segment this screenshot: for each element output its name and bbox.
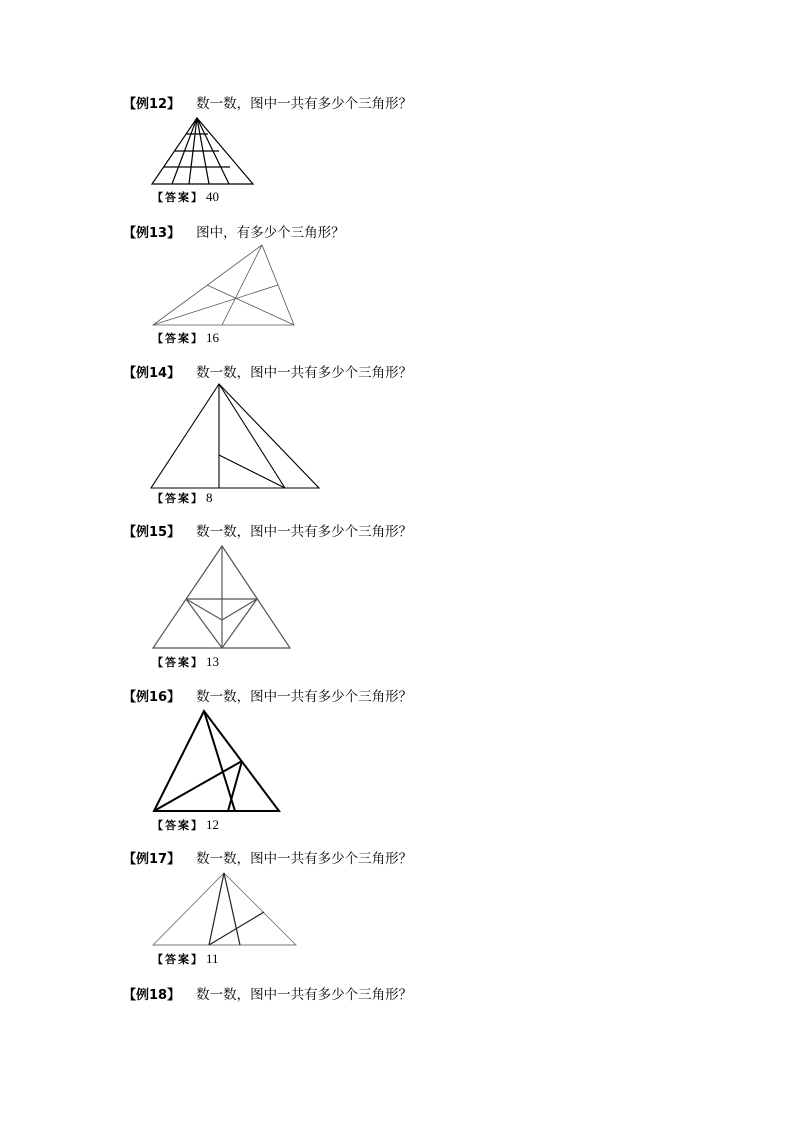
answer-label: 【答案】 [152,332,204,345]
example-17-answer [152,952,219,967]
answer-value: 13 [206,654,219,669]
answer-value: 16 [206,330,219,345]
example-tag: 【例14】 [123,366,181,381]
example-tag: 【例15】 [123,525,181,540]
example-18-question [123,986,412,1005]
cevian-line [209,873,224,945]
inner-line [209,912,264,945]
question-text: 数一数，图中一共有多少个三角形？ [196,524,413,540]
outer-triangle [153,873,296,945]
example-tag: 【例17】 [123,852,181,867]
answer-value: 40 [206,189,219,204]
example-tag: 【例13】 [123,226,181,241]
answer-value: 8 [206,490,213,505]
answer-value: 12 [206,817,219,832]
question-text: 图中，有多少个三角形？ [196,225,345,241]
answer-label: 【答案】 [152,492,204,505]
question-text: 数一数，图中一共有多少个三角形？ [196,689,413,705]
question-text: 数一数，图中一共有多少个三角形？ [196,987,413,1003]
answer-label: 【答案】 [152,656,204,669]
answer-label: 【答案】 [152,819,204,832]
example-tag: 【例12】 [123,97,181,112]
answer-label: 【答案】 [152,953,204,966]
question-text: 数一数，图中一共有多少个三角形？ [196,365,413,381]
example-tag: 【例16】 [123,690,181,705]
answer-label: 【答案】 [152,191,204,204]
question-text: 数一数，图中一共有多少个三角形？ [196,96,413,112]
example-tag: 【例18】 [123,988,181,1003]
answer-value: 11 [206,951,219,966]
question-text: 数一数，图中一共有多少个三角形？ [196,851,413,867]
